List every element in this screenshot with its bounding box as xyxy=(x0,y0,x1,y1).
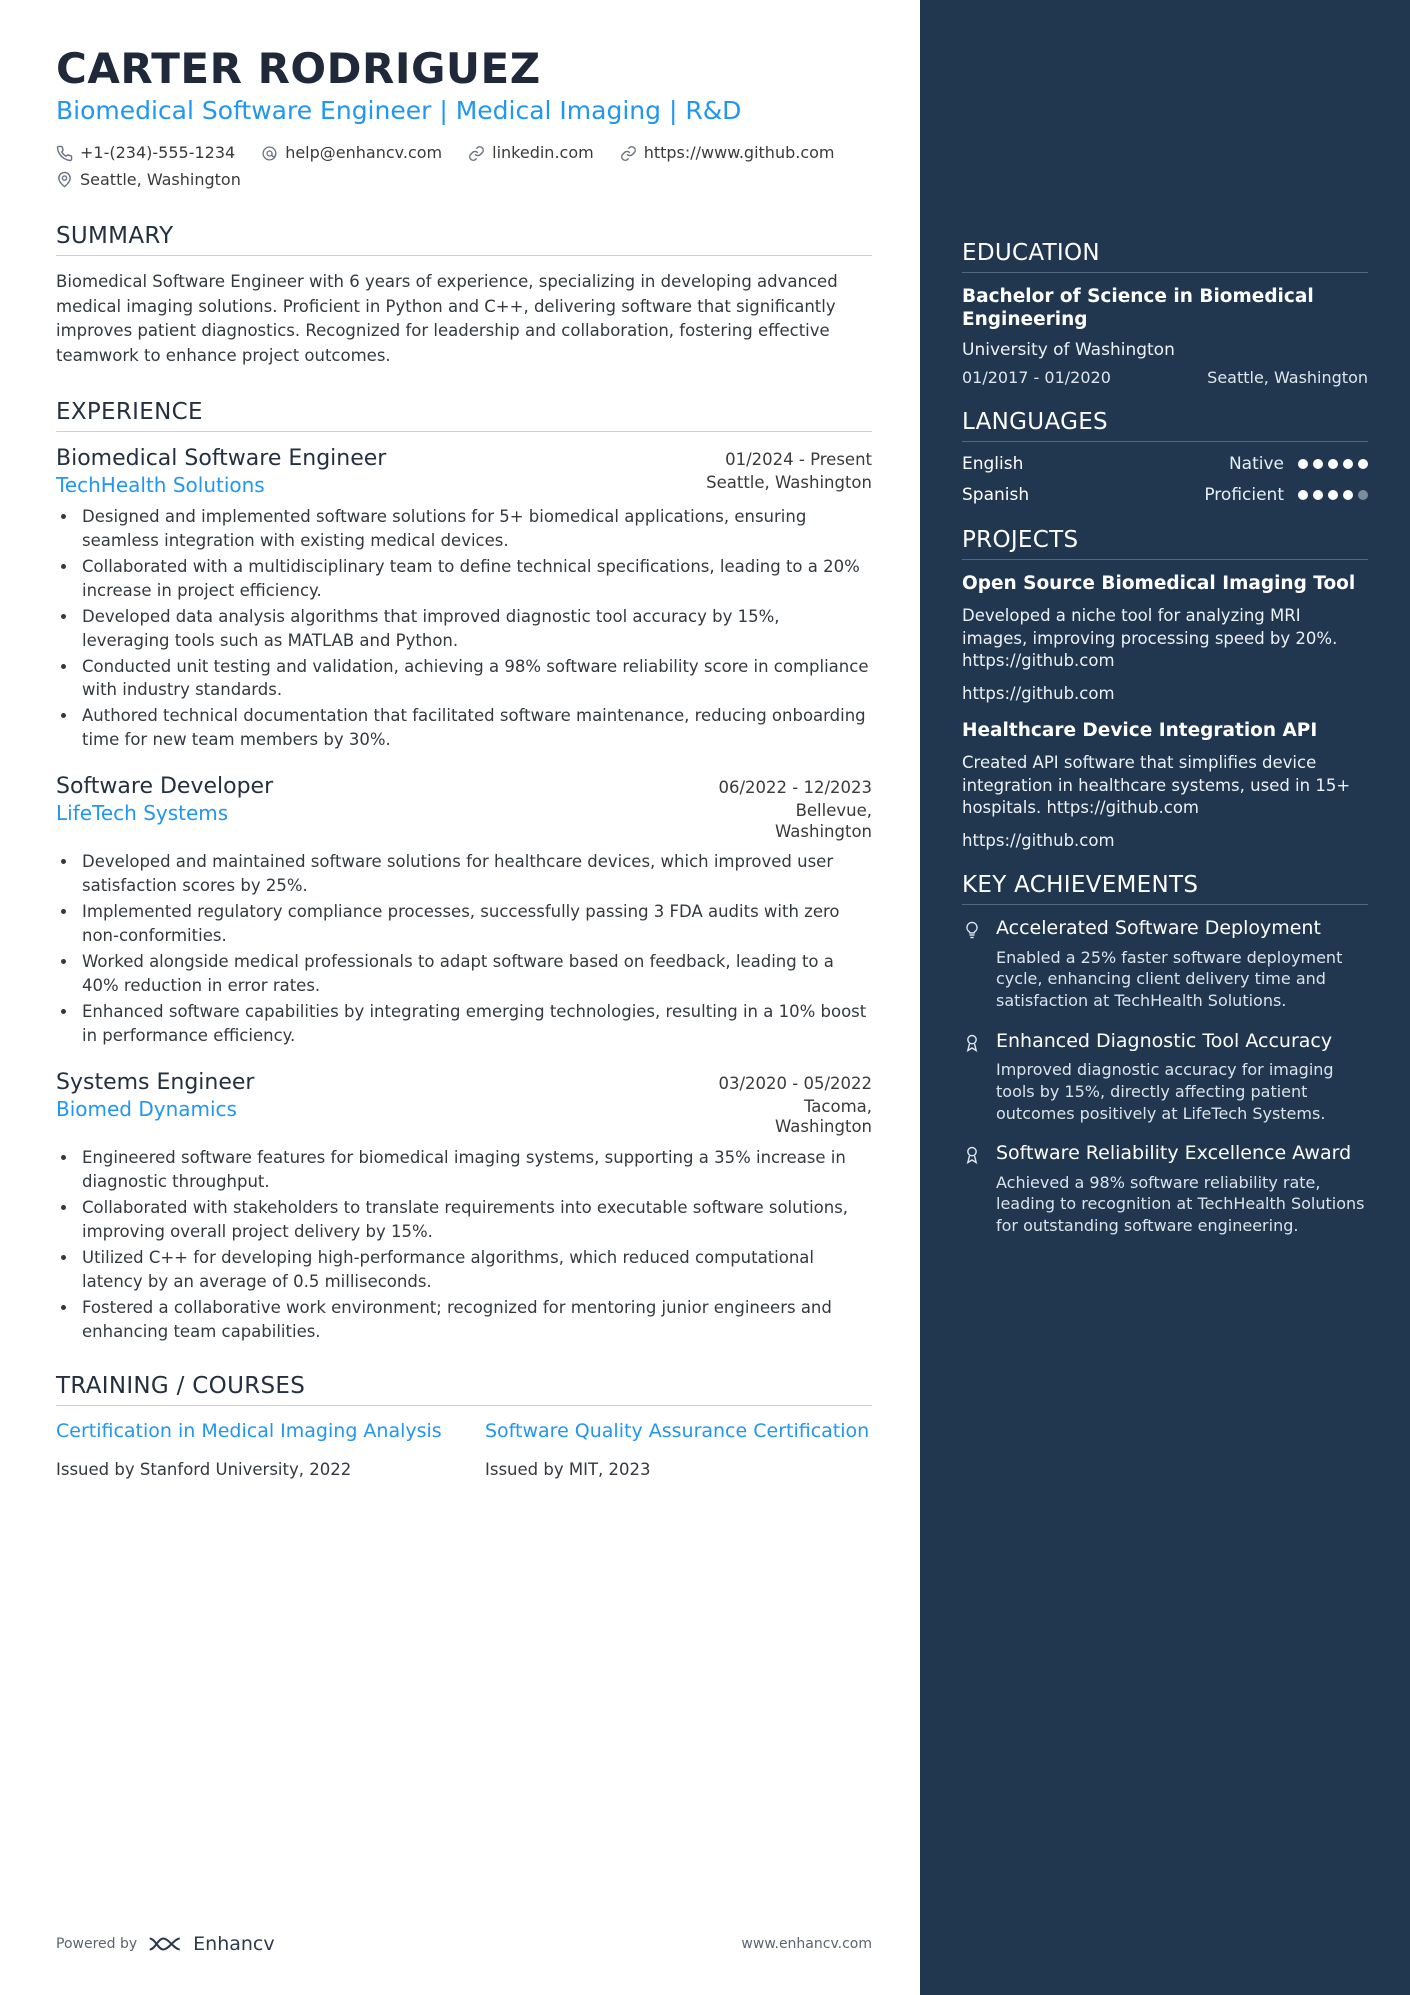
job-date: 06/2022 - 12/2023 xyxy=(718,778,872,798)
enhancv-logo-icon xyxy=(147,1933,187,1955)
achievements-heading: KEY ACHIEVEMENTS xyxy=(962,872,1199,899)
contact-email-text: help@enhancv.com xyxy=(285,143,443,163)
contact-linkedin-text: linkedin.com xyxy=(492,143,594,163)
divider xyxy=(962,904,1368,905)
course-meta: Issued by Stanford University, 2022 xyxy=(56,1460,352,1480)
course-title: Software Quality Assurance Certification xyxy=(485,1420,870,1443)
brand-logo xyxy=(147,1933,274,1955)
language-name: English xyxy=(962,454,1024,475)
education-meta xyxy=(962,368,1368,387)
job-bullet: • Collaborated with stakeholders to translate requirements into executable software solutions, improving overall project delivery by 15%. xyxy=(78,1196,872,1244)
course-title: Certification in Medical Imaging Analysis xyxy=(56,1420,442,1443)
lightbulb-icon xyxy=(962,917,984,1012)
brand-name: Enhancv xyxy=(193,1933,275,1955)
project-name: Open Source Biomedical Imaging Tool xyxy=(962,573,1356,595)
job-title: Software Developer xyxy=(56,774,274,800)
language-rating xyxy=(1298,459,1368,469)
experience-heading: EXPERIENCE xyxy=(56,398,203,425)
divider xyxy=(56,431,872,432)
job-bullet: • Enhanced software capabilities by integrating emerging technologies, resulting in a 10% boost in performance efficiency. xyxy=(78,1000,872,1048)
training-heading: TRAINING / COURSES xyxy=(56,1373,306,1400)
course-item xyxy=(56,1420,443,1479)
achievement-description: Improved diagnostic accuracy for imaging tools by 15%, directly affecting patient outcomes positively at LifeTech Systems. xyxy=(996,1060,1334,1123)
job-bullet: • Utilized C++ for developing high-performance algorithms, which reduced computational latency by an average of 0.5 milliseconds. xyxy=(78,1246,872,1294)
contact-phone xyxy=(56,140,235,166)
powered-by-label: Powered by xyxy=(56,1936,138,1952)
section-languages xyxy=(962,409,1368,505)
section-experience xyxy=(56,399,872,1343)
experience-item xyxy=(56,774,872,1048)
divider xyxy=(962,441,1368,442)
page-title: CARTER RODRIGUEZ xyxy=(56,44,541,93)
contact-phone-text: +1-(234)-555-1234 xyxy=(80,143,236,163)
contact-linkedin[interactable] xyxy=(468,140,594,166)
job-title: Systems Engineer xyxy=(56,1069,255,1095)
job-bullet: • Developed data analysis algorithms that improved diagnostic tool accuracy by 15%, leveraging tools such as MATLAB and Python. xyxy=(78,605,872,653)
project-link[interactable]: https://github.com xyxy=(962,684,1115,704)
location-icon xyxy=(56,171,73,188)
education-heading: EDUCATION xyxy=(962,240,1100,266)
summary-heading: SUMMARY xyxy=(56,222,174,249)
projects-heading: PROJECTS xyxy=(962,527,1079,554)
language-item xyxy=(962,485,1368,505)
section-summary xyxy=(56,223,872,369)
job-date: 03/2020 - 05/2022 xyxy=(718,1073,872,1093)
job-bullets xyxy=(56,1146,872,1343)
job-date: 01/2024 - Present xyxy=(725,449,872,469)
divider xyxy=(962,559,1368,560)
job-bullet: • Worked alongside medical professionals to adapt software based on feedback, leading to a 40% reduction in error rates. xyxy=(78,950,872,998)
course-list xyxy=(56,1420,872,1479)
award-icon xyxy=(962,1142,984,1237)
contact-github[interactable] xyxy=(620,140,835,166)
job-bullet: • Conducted unit testing and validation, achieving a 98% software reliability score in compliance with industry standards. xyxy=(78,655,872,703)
contact-email xyxy=(261,140,442,166)
achievement-description: Enabled a 25% faster software deployment cycle, enhancing client delivery time and satisfaction at TechHealth Solutions. xyxy=(996,947,1343,1010)
language-level: Native xyxy=(1228,454,1284,475)
project-link[interactable]: https://github.com xyxy=(962,831,1115,851)
link-icon xyxy=(620,145,637,162)
education-dates: 01/2017 - 01/2020 xyxy=(962,368,1111,388)
job-bullet: • Authored technical documentation that facilitated software maintenance, reducing onboarding time for new team members by 30%. xyxy=(78,704,872,752)
section-training xyxy=(56,1373,872,1479)
achievement-title: Software Reliability Excellence Award xyxy=(996,1142,1352,1165)
powered-by xyxy=(56,1933,275,1955)
achievement-item xyxy=(962,1030,1368,1125)
project-item xyxy=(962,572,1368,703)
award-icon xyxy=(962,1030,984,1125)
link-icon xyxy=(468,145,485,162)
experience-item xyxy=(56,1070,872,1344)
job-bullet: • Designed and implemented software solutions for 5+ biomedical applications, ensuring seamless integration with existing medical devices. xyxy=(78,505,872,553)
job-bullets xyxy=(56,505,872,752)
contact-github-text: https://www.github.com xyxy=(643,143,835,163)
job-bullet: • Engineered software features for biomedical imaging systems, supporting a 35% increase in diagnostic throughput. xyxy=(78,1146,872,1194)
footer xyxy=(56,1933,872,1955)
education-school: University of Washington xyxy=(962,340,1175,361)
header xyxy=(56,46,872,193)
job-bullets xyxy=(56,850,872,1047)
contact-location xyxy=(56,167,241,193)
divider xyxy=(56,255,872,256)
project-description: Created API software that simplifies device integration in healthcare systems, used in 15+ hospitals. https://github.com xyxy=(962,753,1351,817)
divider xyxy=(56,1405,872,1406)
job-title: Biomedical Software Engineer xyxy=(56,445,387,471)
contact-location-text: Seattle, Washington xyxy=(80,169,241,189)
sidebar xyxy=(920,0,1410,1995)
project-name: Healthcare Device Integration API xyxy=(962,720,1318,742)
divider xyxy=(962,272,1368,273)
job-bullet: • Developed and maintained software solutions for healthcare devices, which improved user satisfaction scores by 25%. xyxy=(78,850,872,898)
contact-list xyxy=(56,140,872,193)
achievement-description: Achieved a 98% software reliability rate, leading to recognition at TechHealth Solutions for outstanding software engineering. xyxy=(996,1172,1365,1236)
language-level: Proficient xyxy=(1204,485,1284,506)
job-bullet: • Fostered a collaborative work environment; recognized for mentoring junior engineers and enhancing team capabilities. xyxy=(78,1296,872,1344)
job-company: LifeTech Systems xyxy=(56,801,229,826)
education-location: Seattle, Washington xyxy=(1207,368,1368,388)
languages-heading: LANGUAGES xyxy=(962,409,1108,436)
project-item xyxy=(962,719,1368,850)
language-item xyxy=(962,454,1368,474)
email-icon xyxy=(261,145,278,162)
section-achievements xyxy=(962,872,1368,1237)
project-description: Developed a niche tool for analyzing MRI images, improving processing speed by 20%. https://github.com xyxy=(962,606,1338,670)
job-bullet: • Implemented regulatory compliance processes, successfully passing 3 FDA audits with zero non-conformities. xyxy=(78,900,872,948)
phone-icon xyxy=(56,145,73,162)
achievement-title: Accelerated Software Deployment xyxy=(996,917,1321,940)
language-rating xyxy=(1298,490,1368,500)
job-bullet: • Collaborated with a multidisciplinary team to define technical specifications, leading to a 20% increase in project efficiency. xyxy=(78,555,872,603)
language-name: Spanish xyxy=(962,485,1030,506)
job-location: Seattle, Washington xyxy=(706,472,872,492)
achievement-item xyxy=(962,1142,1368,1237)
achievement-item xyxy=(962,917,1368,1012)
achievement-title: Enhanced Diagnostic Tool Accuracy xyxy=(996,1029,1333,1052)
course-item xyxy=(485,1420,872,1479)
footer-website[interactable]: www.enhancv.com xyxy=(741,1936,872,1952)
job-location: Bellevue, Washington xyxy=(775,801,872,841)
section-projects xyxy=(962,527,1368,850)
course-meta: Issued by MIT, 2023 xyxy=(485,1460,651,1480)
education-degree: Bachelor of Science in Biomedical Engineering xyxy=(962,286,1314,331)
section-education xyxy=(962,240,1368,387)
experience-item xyxy=(56,446,872,752)
summary-text: Biomedical Software Engineer with 6 years of experience, specializing in developing advanced medical imaging solutions. Proficient in Python and C++, delivering software that significantly improves patient diagnostics. Recognized for leadership and collaboration, fostering effective teamwork to enhance project outcomes. xyxy=(56,271,838,366)
headline: Biomedical Software Engineer | Medical Imaging | R&D xyxy=(56,96,742,126)
job-company: Biomed Dynamics xyxy=(56,1096,237,1121)
job-company: TechHealth Solutions xyxy=(56,472,265,497)
job-location: Tacoma, Washington xyxy=(775,1096,872,1137)
